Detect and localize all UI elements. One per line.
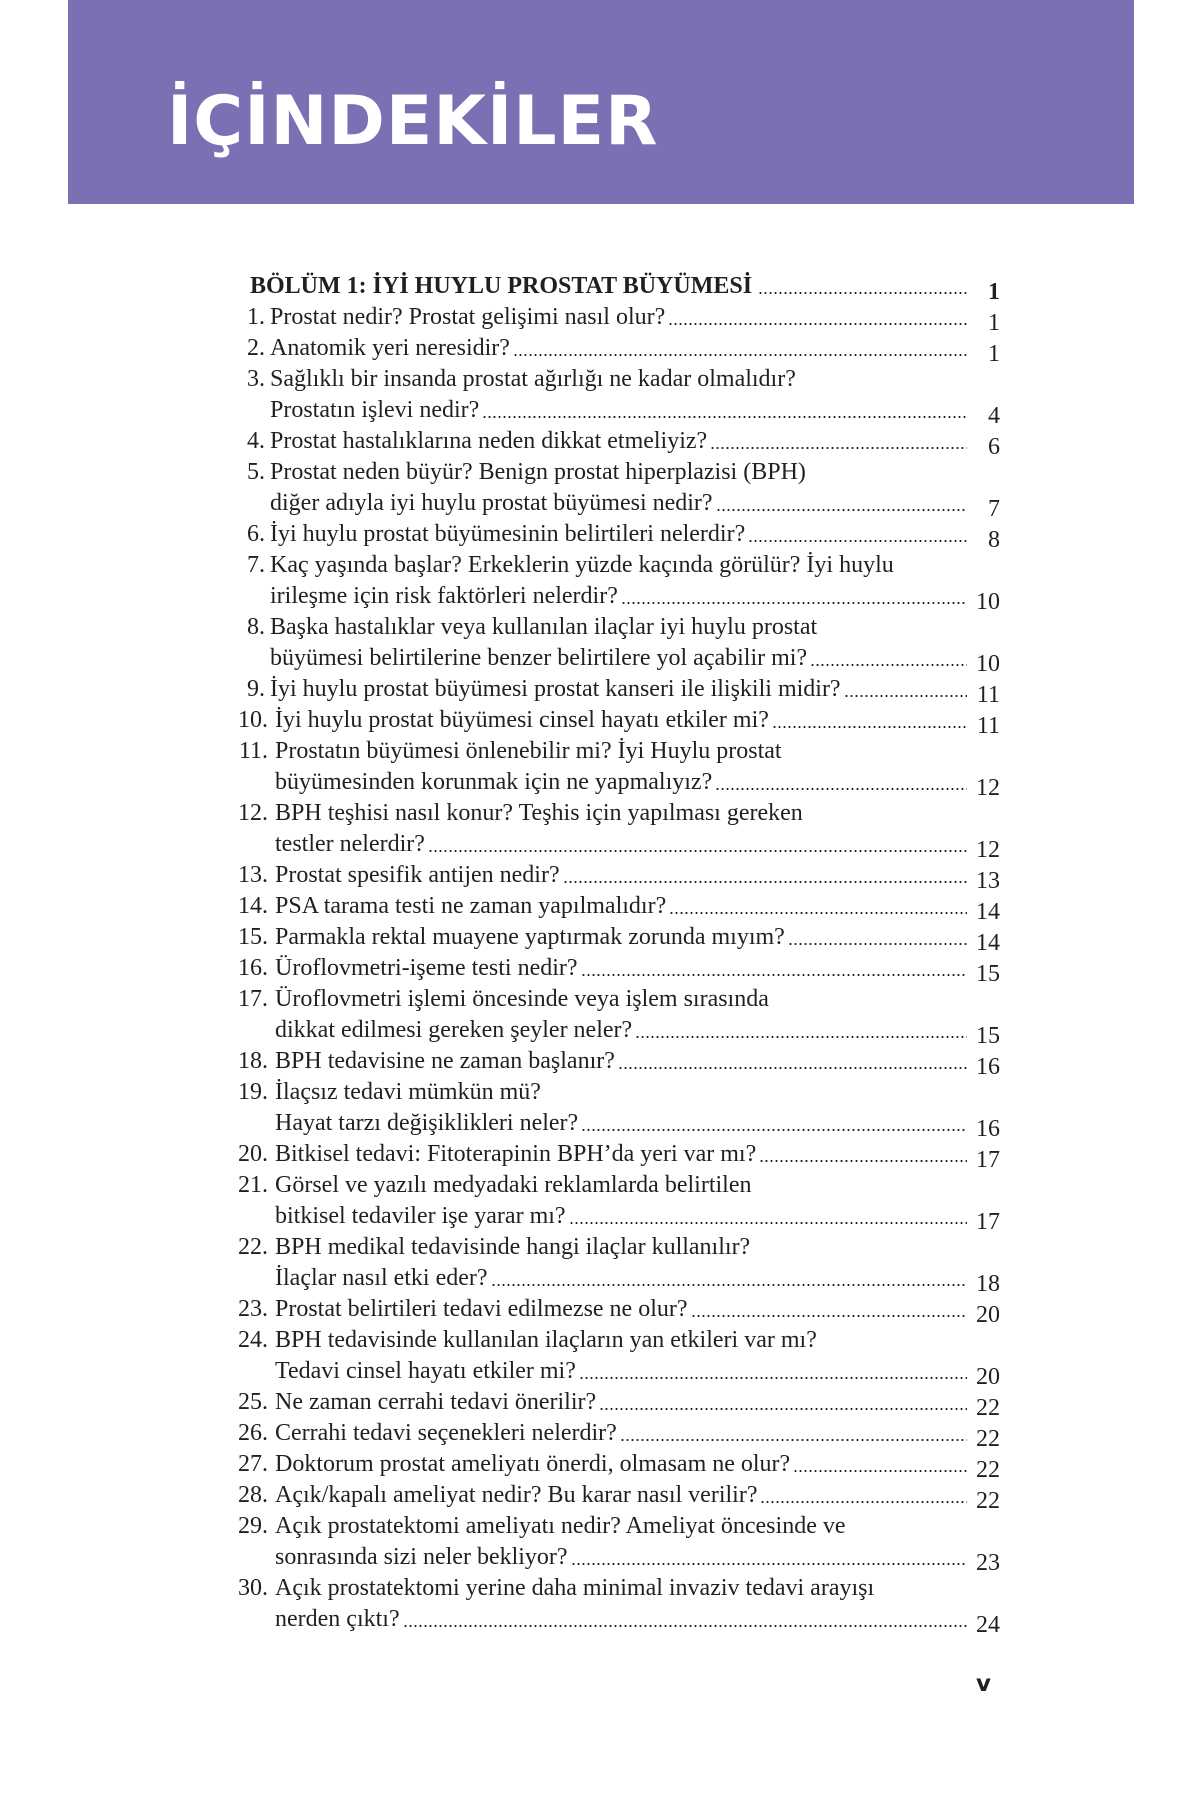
entry-number: 7. [247, 552, 265, 578]
entry-page-number: 22 [976, 1395, 1000, 1421]
toc-entry[interactable] [228, 1170, 1000, 1235]
entry-number: 15. [238, 924, 268, 950]
entry-body [268, 1511, 1000, 1576]
entry-number: 13. [238, 862, 268, 888]
entry-text-line: bitkisel tedaviler işe yarar mı? [275, 1203, 566, 1229]
toc-entry[interactable] [228, 333, 1000, 367]
entry-number: 20. [238, 1141, 268, 1167]
entry-page-number: 17 [976, 1147, 1000, 1173]
entry-text-line: BPH tedavisinde kullanılan ilaçların yan etkileri var mı? [275, 1327, 817, 1353]
entry-text-line: İlaçsız tedavi mümkün mü? [275, 1079, 541, 1105]
entry-number: 3. [247, 366, 265, 392]
entry-body [265, 302, 1000, 336]
entry-text-line: Tedavi cinsel hayatı etkiler mi? [275, 1358, 576, 1384]
dot-leader [772, 705, 967, 729]
entry-text-line: BPH tedavisine ne zaman başlanır? [275, 1048, 615, 1074]
entry-number: 2. [247, 335, 265, 361]
entry-body [265, 426, 1000, 460]
entry-number: 10. [238, 707, 268, 733]
dot-leader [571, 1542, 967, 1566]
dot-leader [748, 519, 967, 543]
entry-last-line [275, 860, 1000, 894]
entry-text-line: BPH medikal tedavisinde hangi ilaçlar kullanılır? [275, 1234, 751, 1260]
entry-body [268, 798, 1000, 863]
entry-number: 24. [238, 1327, 268, 1353]
entry-last-line [275, 1294, 1000, 1328]
entry-text-line: Bitkisel tedavi: Fitoterapinin BPH’da yeri var mı? [275, 1141, 757, 1167]
entry-last-line [275, 829, 1000, 863]
toc-entry[interactable] [228, 1418, 1000, 1452]
dot-leader [403, 1604, 967, 1628]
entry-body [268, 1449, 1000, 1483]
entry-page-number: 10 [976, 651, 1000, 677]
toc-entry[interactable] [228, 705, 1000, 739]
entry-page-number: 14 [976, 930, 1000, 956]
entry-page-number: 7 [988, 496, 1000, 522]
entry-body [268, 1139, 1000, 1173]
entry-page-number: 10 [976, 589, 1000, 615]
entry-body [268, 736, 1000, 801]
entry-last-line [275, 1387, 1000, 1421]
dot-leader [716, 488, 967, 512]
entry-text-line: Prostat spesifik antijen nedir? [275, 862, 560, 888]
toc-entry[interactable] [228, 302, 1000, 336]
entry-body [265, 612, 1000, 677]
page-number: v [976, 1671, 991, 1697]
entry-last-line [270, 488, 1000, 522]
entry-body [265, 674, 1000, 708]
entry-last-line [270, 581, 1000, 615]
dot-leader [668, 302, 967, 326]
toc-entry[interactable] [228, 984, 1000, 1049]
entry-text-line: sonrasında sizi neler bekliyor? [275, 1544, 568, 1570]
entry-body [268, 1046, 1000, 1080]
entry-number: 23. [238, 1296, 268, 1322]
dot-leader [581, 953, 967, 977]
entry-page-number: 12 [976, 837, 1000, 863]
entry-text-line: irileşme için risk faktörleri nelerdir? [270, 583, 618, 609]
entry-last-line [270, 643, 1000, 677]
entry-text-line: Hayat tarzı değişiklikleri neler? [275, 1110, 579, 1136]
entry-number: 4. [247, 428, 265, 454]
entry-text-line: Prostat neden büyür? Benign prostat hiperplazisi (BPH) [270, 459, 806, 485]
entry-number: 11. [238, 738, 268, 764]
entry-page-number: 6 [988, 434, 1000, 460]
dot-leader [482, 395, 967, 419]
entry-text-line: Cerrahi tedavi seçenekleri nelerdir? [275, 1420, 617, 1446]
entry-body [265, 550, 1000, 615]
entry-number: 25. [238, 1389, 268, 1415]
toc-entry[interactable] [228, 364, 1000, 429]
entry-last-line [275, 1542, 1000, 1576]
dot-leader [491, 1263, 967, 1287]
entry-page-number: 13 [976, 868, 1000, 894]
toc-entry[interactable] [228, 1480, 1000, 1514]
entry-last-line [275, 1046, 1000, 1080]
entry-body [268, 922, 1000, 956]
entry-last-line [270, 333, 1000, 367]
entry-last-line [275, 1108, 1000, 1142]
entry-page-number: 17 [976, 1209, 1000, 1235]
toc-entry[interactable] [228, 1511, 1000, 1576]
entry-last-line [275, 1480, 1000, 1514]
entry-page-number: 18 [976, 1271, 1000, 1297]
entry-text-line: İyi huylu prostat büyümesi prostat kanseri ile ilişkili midir? [270, 676, 841, 702]
page-title: İÇİNDEKİLER [167, 82, 659, 161]
entry-body [268, 891, 1000, 925]
entry-text-line: İyi huylu prostat büyümesi cinsel hayatı etkiler mi? [275, 707, 769, 733]
entry-page-number: 22 [976, 1488, 1000, 1514]
entry-number: 21. [238, 1172, 268, 1198]
entry-number: 1. [247, 304, 265, 330]
entry-body [265, 364, 1000, 429]
entry-number: 27. [238, 1451, 268, 1477]
entry-last-line [275, 1604, 1000, 1638]
dot-leader [618, 1046, 967, 1070]
table-of-contents [228, 271, 1000, 1638]
toc-entry[interactable] [228, 953, 1000, 987]
toc-entry[interactable] [228, 736, 1000, 801]
chapter-title: BÖLÜM 1: İYİ HUYLU PROSTAT BÜYÜMESİ [250, 273, 753, 299]
entry-body [268, 953, 1000, 987]
entry-text-line: Açık/kapalı ameliyat nedir? Bu karar nasıl verilir? [275, 1482, 758, 1508]
entry-last-line [275, 767, 1000, 801]
dot-leader [620, 1418, 967, 1442]
dot-leader [691, 1294, 967, 1318]
entry-text-line: İyi huylu prostat büyümesinin belirtileri nelerdir? [270, 521, 746, 547]
entry-last-line [275, 922, 1000, 956]
entry-text-line: Prostat belirtileri tedavi edilmezse ne olur? [275, 1296, 688, 1322]
dot-leader [563, 860, 967, 884]
dot-leader [759, 1139, 967, 1163]
dot-leader [788, 922, 967, 946]
entry-number: 29. [238, 1513, 268, 1539]
entry-body [265, 519, 1000, 553]
entry-text-line: Görsel ve yazılı medyadaki reklamlarda belirtilen [275, 1172, 752, 1198]
entry-body [268, 1480, 1000, 1514]
toc-entry[interactable] [228, 1139, 1000, 1173]
entry-text-line: İlaçlar nasıl etki eder? [275, 1265, 488, 1291]
entry-page-number: 22 [976, 1426, 1000, 1452]
dot-leader [669, 891, 967, 915]
dot-leader [710, 426, 967, 450]
entry-last-line [275, 1356, 1000, 1390]
entry-number: 14. [238, 893, 268, 919]
entry-text-line: dikkat edilmesi gereken şeyler neler? [275, 1017, 633, 1043]
toc-entry[interactable] [228, 891, 1000, 925]
dot-leader [758, 271, 967, 295]
entry-last-line [275, 705, 1000, 739]
entry-page-number: 1 [988, 310, 1000, 336]
toc-entry[interactable] [228, 519, 1000, 553]
entry-page-number: 20 [976, 1302, 1000, 1328]
toc-entry[interactable] [228, 550, 1000, 615]
dot-leader [428, 829, 967, 853]
entry-body [268, 1387, 1000, 1421]
entry-last-line [275, 1449, 1000, 1483]
dot-leader [579, 1356, 967, 1380]
toc-entry[interactable] [228, 1077, 1000, 1142]
entry-last-line [270, 674, 1000, 708]
entry-number: 17. [238, 986, 268, 1012]
entry-number: 5. [247, 459, 265, 485]
entry-page-number: 15 [976, 1023, 1000, 1049]
entry-body [268, 984, 1000, 1049]
entry-page-number: 11 [976, 713, 1000, 739]
entry-text-line: PSA tarama testi ne zaman yapılmalıdır? [275, 893, 667, 919]
toc-entry[interactable] [228, 612, 1000, 677]
entry-body [268, 1077, 1000, 1142]
entry-number: 26. [238, 1420, 268, 1446]
entry-text-line: Başka hastalıklar veya kullanılan ilaçlar iyi huylu prostat [270, 614, 818, 640]
toc-entry[interactable] [228, 860, 1000, 894]
chapter-page-number: 1 [988, 279, 1000, 305]
entry-last-line [270, 426, 1000, 460]
entry-text-line: Doktorum prostat ameliyatı önerdi, olmasam ne olur? [275, 1451, 791, 1477]
entry-last-line [275, 953, 1000, 987]
entry-page-number: 8 [988, 527, 1000, 553]
entry-text-line: Açık prostatektomi yerine daha minimal invaziv tedavi arayışı [275, 1575, 875, 1601]
dot-leader [513, 333, 967, 357]
toc-entry[interactable] [228, 1046, 1000, 1080]
dot-leader [844, 674, 967, 698]
entry-number: 9. [247, 676, 265, 702]
dot-leader [581, 1108, 967, 1132]
entry-page-number: 23 [976, 1550, 1000, 1576]
dot-leader [715, 767, 967, 791]
entry-body [268, 1232, 1000, 1297]
dot-leader [810, 643, 967, 667]
toc-entry[interactable] [228, 674, 1000, 708]
entry-last-line [275, 1263, 1000, 1297]
entry-body [268, 1325, 1000, 1390]
dot-leader [569, 1201, 967, 1225]
entry-last-line [270, 302, 1000, 336]
entry-number: 6. [247, 521, 265, 547]
toc-entry[interactable] [228, 798, 1000, 863]
entry-text-line: Ne zaman cerrahi tedavi önerilir? [275, 1389, 597, 1415]
entry-text-line: Açık prostatektomi ameliyatı nedir? Ameliyat öncesinde ve [275, 1513, 846, 1539]
entry-text-line: nerden çıktı? [275, 1606, 400, 1632]
entry-body [268, 860, 1000, 894]
entry-body [268, 1294, 1000, 1328]
dot-leader [793, 1449, 967, 1473]
entry-body [265, 333, 1000, 367]
entry-page-number: 12 [976, 775, 1000, 801]
chapter-heading[interactable] [228, 271, 1000, 305]
entry-last-line [275, 1418, 1000, 1452]
toc-entry[interactable] [228, 1325, 1000, 1390]
entry-page-number: 16 [976, 1116, 1000, 1142]
entry-page-number: 22 [976, 1457, 1000, 1483]
entry-last-line [275, 1201, 1000, 1235]
entry-number: 22. [238, 1234, 268, 1260]
entry-page-number: 14 [976, 899, 1000, 925]
entry-page-number: 4 [988, 403, 1000, 429]
dot-leader [760, 1480, 967, 1504]
entry-body [268, 1170, 1000, 1235]
entry-number: 19. [238, 1079, 268, 1105]
toc-entry[interactable] [228, 1232, 1000, 1297]
toc-entry[interactable] [228, 426, 1000, 460]
entry-last-line [270, 395, 1000, 429]
toc-entry[interactable] [228, 1573, 1000, 1638]
entry-body [265, 457, 1000, 522]
toc-entry[interactable] [228, 922, 1000, 956]
entry-last-line [275, 891, 1000, 925]
entry-body [268, 1573, 1000, 1638]
dot-leader [621, 581, 967, 605]
entry-number: 8. [247, 614, 265, 640]
entry-text-line: Prostat hastalıklarına neden dikkat etmeliyiz? [270, 428, 708, 454]
entry-text-line: büyümesinden korunmak için ne yapmalıyız? [275, 769, 713, 795]
entry-number: 28. [238, 1482, 268, 1508]
entry-text-line: Parmakla rektal muayene yaptırmak zorunda mıyım? [275, 924, 785, 950]
entry-text-line: diğer adıyla iyi huylu prostat büyümesi nedir? [270, 490, 713, 516]
entry-page-number: 15 [976, 961, 1000, 987]
entry-text-line: Üroflovmetri-işeme testi nedir? [275, 955, 578, 981]
entry-text-line: Sağlıklı bir insanda prostat ağırlığı ne kadar olmalıdır? [270, 366, 796, 392]
entry-number: 12. [238, 800, 268, 826]
entry-number: 18. [238, 1048, 268, 1074]
entry-page-number: 20 [976, 1364, 1000, 1390]
entry-text-line: Kaç yaşında başlar? Erkeklerin yüzde kaçında görülür? İyi huylu [270, 552, 894, 578]
entry-text-line: büyümesi belirtilerine benzer belirtilere yol açabilir mi? [270, 645, 808, 671]
entry-body [268, 705, 1000, 739]
entry-body [268, 1418, 1000, 1452]
entry-text-line: Prostatın işlevi nedir? [270, 397, 480, 423]
entry-page-number: 1 [988, 341, 1000, 367]
entry-page-number: 16 [976, 1054, 1000, 1080]
entry-text-line: testler nelerdir? [275, 831, 425, 857]
toc-entry[interactable] [228, 1449, 1000, 1483]
entry-page-number: 24 [976, 1612, 1000, 1638]
dot-leader [599, 1387, 967, 1411]
entry-text-line: BPH teşhisi nasıl konur? Teşhis için yapılması gereken [275, 800, 803, 826]
entry-last-line [270, 519, 1000, 553]
toc-entry[interactable] [228, 1387, 1000, 1421]
entry-page-number: 11 [976, 682, 1000, 708]
dot-leader [635, 1015, 967, 1039]
entry-text-line: Prostat nedir? Prostat gelişimi nasıl olur? [270, 304, 666, 330]
toc-entry[interactable] [228, 457, 1000, 522]
entry-last-line [275, 1015, 1000, 1049]
entry-text-line: Prostatın büyümesi önlenebilir mi? İyi Huylu prostat [275, 738, 782, 764]
entry-text-line: Anatomik yeri neresidir? [270, 335, 510, 361]
entry-number: 30. [238, 1575, 268, 1601]
toc-entry[interactable] [228, 1294, 1000, 1328]
entry-text-line: Üroflovmetri işlemi öncesinde veya işlem sırasında [275, 986, 769, 1012]
entry-last-line [275, 1139, 1000, 1173]
entry-number: 16. [238, 955, 268, 981]
